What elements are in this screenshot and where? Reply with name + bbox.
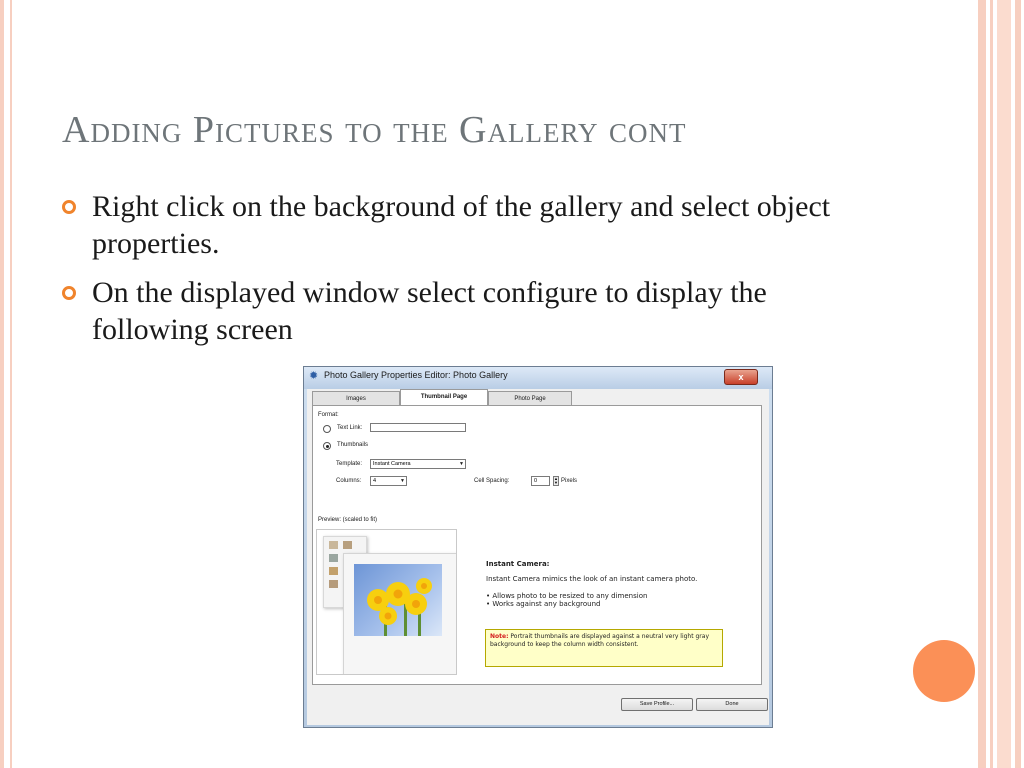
thumbnails-radio[interactable]	[323, 442, 331, 450]
thumbnails-label: Thumbnails	[337, 442, 369, 448]
bullet-list	[62, 188, 882, 360]
thumbnail	[329, 541, 338, 549]
daffodil-photo	[354, 564, 442, 636]
left-decor-stripe	[0, 0, 4, 768]
template-info	[486, 560, 756, 608]
thumbnail	[329, 554, 338, 562]
chevron-down-icon: ▼	[400, 478, 405, 484]
right-decor-edge	[1015, 0, 1021, 768]
thumbnail	[343, 541, 352, 549]
info-point: • Works against any background	[486, 600, 601, 608]
thumbnail	[329, 567, 338, 575]
dialog-title: Photo Gallery Properties Editor: Photo Gallery	[324, 370, 508, 380]
right-decor-stripe	[978, 0, 986, 768]
bullet-text: On the displayed window select configure to display the following screen	[92, 276, 767, 346]
note-box	[485, 629, 723, 667]
format-label: Format:	[318, 412, 339, 418]
left-decor-line	[10, 0, 12, 768]
chevron-down-icon: ▼	[459, 461, 464, 467]
properties-dialog	[303, 366, 773, 728]
columns-value: 4	[373, 478, 377, 484]
note-text: Portrait thumbnails are displayed against a neutral very light gray background to keep the column width consistent.	[490, 633, 709, 648]
note-prefix: Note:	[490, 633, 509, 640]
right-decor-line	[990, 0, 993, 768]
gear-icon: ✹	[309, 370, 319, 382]
done-button[interactable]: Done	[696, 698, 768, 711]
columns-label: Columns:	[336, 478, 362, 484]
thumbnail	[329, 580, 338, 588]
save-profile-button[interactable]: Save Profile...	[621, 698, 693, 711]
cell-spacing-label: Cell Spacing:	[474, 478, 510, 484]
bullet-marker-icon	[62, 286, 76, 300]
dialog-body	[307, 389, 769, 725]
tab-thumbnail-page[interactable]: Thumbnail Page	[400, 389, 488, 406]
template-label: Template:	[336, 461, 363, 467]
info-heading: Instant Camera:	[486, 560, 550, 568]
cell-spacing-input[interactable]: 0	[531, 476, 550, 486]
close-icon[interactable]: x	[724, 369, 758, 385]
thumbnail-page-panel	[312, 405, 762, 685]
orange-orb	[913, 640, 975, 702]
text-link-radio[interactable]	[323, 425, 331, 433]
info-description: Instant Camera mimics the look of an instant camera photo.	[486, 575, 698, 583]
bullet-text: Right click on the background of the gallery and select object properties.	[92, 190, 831, 260]
pixels-label: Pixels	[561, 478, 578, 484]
slide-title: Adding Pictures to the Gallery cont	[62, 109, 687, 151]
text-link-input[interactable]	[370, 423, 466, 432]
template-value: Instant Camera	[373, 461, 411, 467]
text-link-label: Text Link:	[337, 425, 363, 431]
daffodil-image	[354, 564, 442, 636]
preview-label: Preview: (scaled to fit)	[318, 517, 378, 523]
instant-camera-frame	[343, 553, 457, 675]
template-select[interactable]	[370, 459, 466, 469]
columns-select[interactable]	[370, 476, 407, 486]
bullet-marker-icon	[62, 200, 76, 214]
bullet-item	[62, 188, 882, 262]
bullet-item	[62, 274, 882, 348]
cell-spacing-stepper[interactable]: ▲ ▼	[554, 476, 558, 485]
tab-images[interactable]: Images	[312, 391, 400, 406]
dialog-titlebar	[304, 367, 772, 389]
tab-photo-page[interactable]: Photo Page	[488, 391, 572, 406]
info-point: • Allows photo to be resized to any dimension	[486, 592, 648, 600]
template-preview	[316, 529, 457, 675]
right-decor-band	[997, 0, 1011, 768]
